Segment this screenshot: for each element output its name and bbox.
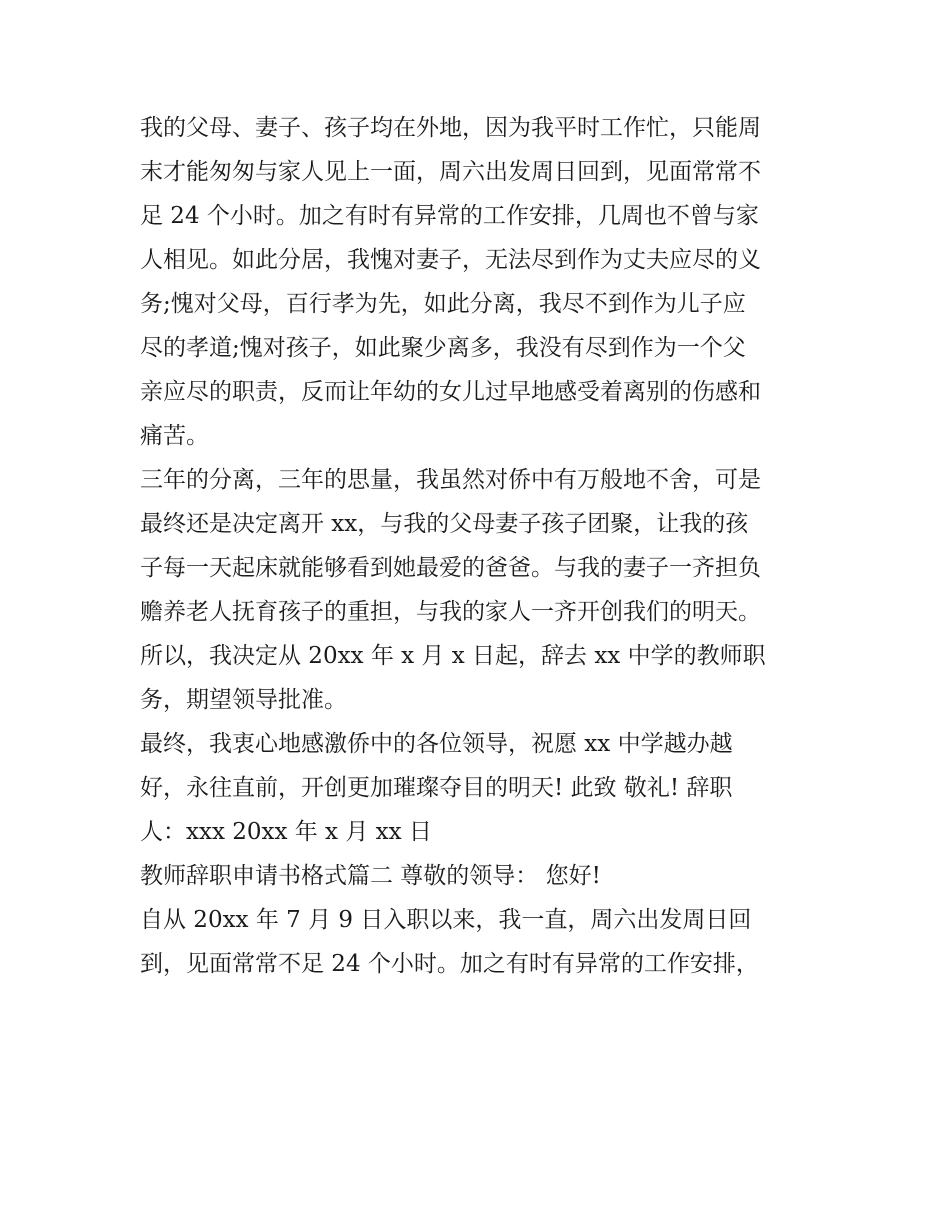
text-line-4: 人相见。如此分居，我愧对妻子，无法尽到作为丈夫应尽的义 <box>140 247 761 273</box>
text-line-17: 人：xxx 20xx 年 x 月 xx 日 <box>140 819 432 845</box>
text-line-1: 我的父母、妻子、孩子均在外地，因为我平时工作忙，只能周 <box>140 115 761 141</box>
text-line-10: 最终还是决定离开 xx，与我的父母妻子孩子团聚，让我的孩 <box>140 511 749 537</box>
section-heading-line: 教师辞职申请书格式篇二 尊敬的领导： 您好! <box>140 863 601 889</box>
letter-body <box>140 106 830 986</box>
text-line-13: 所以，我决定从 20xx 年 x 月 x 日起，辞去 xx 中学的教师职 <box>140 643 766 669</box>
text-line-15: 最终，我衷心地感激侨中的各位领导，祝愿 xx 中学越办越 <box>140 731 733 757</box>
text-line-12: 赡养老人抚育孩子的重担，与我的家人一齐开创我们的明天。 <box>140 599 761 625</box>
text-line-7: 亲应尽的职责，反而让年幼的女儿过早地感受着离别的伤感和 <box>140 379 761 405</box>
text-line-3: 足 24 个小时。加之有时有异常的工作安排，几周也不曾与家 <box>140 203 759 229</box>
text-line-8: 痛苦。 <box>140 423 209 449</box>
text-line-14: 务，期望领导批准。 <box>140 687 347 713</box>
text-line-5: 务;愧对父母，百行孝为先，如此分离，我尽不到作为儿子应 <box>140 291 746 317</box>
text-line-9: 三年的分离，三年的思量，我虽然对侨中有万般地不舍，可是 <box>140 467 761 493</box>
text-line-6: 尽的孝道;愧对孩子，如此聚少离多，我没有尽到作为一个父 <box>140 335 746 361</box>
text-line-19: 自从 20xx 年 7 月 9 日入职以来，我一直，周六出发周日回 <box>140 907 752 933</box>
text-line-16: 好，永往直前，开创更加璀璨夺目的明天! 此致 敬礼! 辞职 <box>140 775 733 801</box>
text-line-20: 到，见面常常不足 24 个小时。加之有时有异常的工作安排， <box>140 951 759 977</box>
text-line-11: 子每一天起床就能够看到她最爱的爸爸。与我的妻子一齐担负 <box>140 555 761 581</box>
text-line-2: 末才能匆匆与家人见上一面，周六出发周日回到，见面常常不 <box>140 159 761 185</box>
